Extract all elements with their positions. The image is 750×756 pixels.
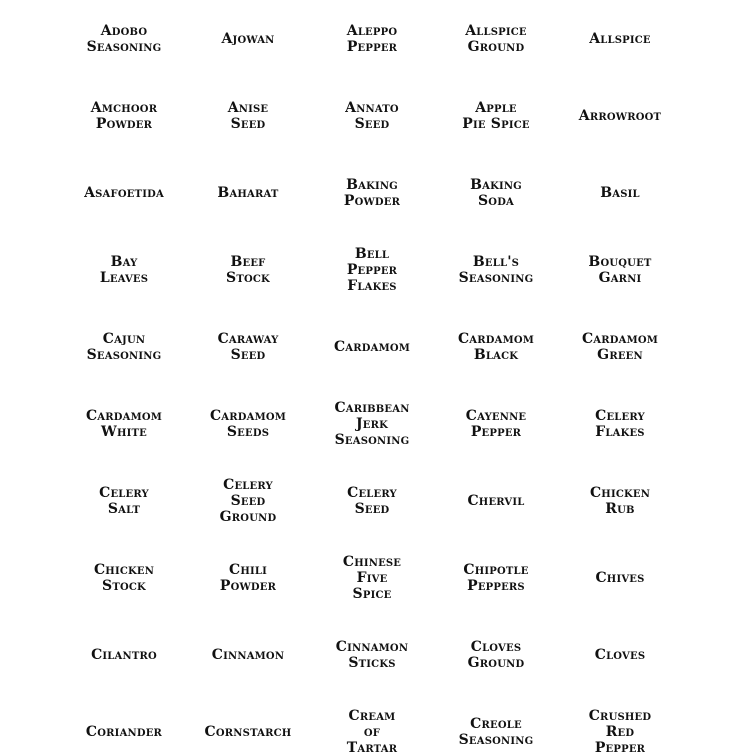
spice-label-text: Cornstarch <box>204 723 292 740</box>
spice-label <box>62 647 186 663</box>
spice-label-text: Cardamom <box>333 338 411 355</box>
spice-label-text: Chicken Rub <box>589 484 651 517</box>
spice-label <box>62 331 186 363</box>
spice-label <box>62 185 186 201</box>
spice-label <box>434 716 558 748</box>
spice-label-text: Allspice <box>589 30 651 47</box>
spice-label-text: Cinnamon Sticks <box>335 638 409 671</box>
spice-label <box>558 485 682 517</box>
spice-label <box>62 562 186 594</box>
spice-label <box>186 254 310 286</box>
spice-label <box>310 177 434 209</box>
spice-label-text: Chicken Stock <box>93 561 155 594</box>
spice-label-text: Baking Powder <box>343 176 401 209</box>
spice-label-text: Caraway Seed <box>217 330 279 363</box>
spice-label <box>62 100 186 132</box>
spice-label <box>310 100 434 132</box>
spice-label-text: Cardamom Black <box>457 330 535 363</box>
spice-label-text: Celery Seed <box>347 484 397 517</box>
spice-label-text: Crushed Red Pepper <box>588 707 652 756</box>
spice-label-text: Cardamom Green <box>581 330 659 363</box>
spice-label-text: Celery Seed Ground <box>219 476 277 525</box>
spice-label <box>434 177 558 209</box>
spice-label-text: Cajun Seasoning <box>86 330 162 363</box>
spice-label <box>186 31 310 47</box>
spice-label-text: Chervil <box>467 492 525 509</box>
spice-label <box>558 31 682 47</box>
spice-label <box>434 562 558 594</box>
spice-label <box>310 485 434 517</box>
spice-label <box>558 108 682 124</box>
spice-label-text: Beef Stock <box>226 253 270 286</box>
spice-label <box>62 724 186 740</box>
spice-label-text: Bell's Seasoning <box>458 253 534 286</box>
spice-label-text: Cloves Ground <box>467 638 525 671</box>
spice-label-text: Cardamom Seeds <box>209 407 287 440</box>
spice-label-text: Asafoetida <box>84 184 164 201</box>
spice-label <box>310 554 434 602</box>
spice-label <box>186 562 310 594</box>
spice-label <box>186 647 310 663</box>
spice-label-text: Adobo Seasoning <box>86 22 162 55</box>
spice-label-text: Cardamom White <box>85 407 163 440</box>
spice-label <box>186 477 310 525</box>
spice-label <box>558 647 682 663</box>
spice-label-text: Arrowroot <box>578 107 662 124</box>
spice-label-text: Annato Seed <box>345 99 399 132</box>
spice-label <box>558 254 682 286</box>
spice-label-text: Cayenne Pepper <box>465 407 527 440</box>
spice-label-text: Celery Flakes <box>595 407 645 440</box>
spice-label <box>186 331 310 363</box>
spice-label <box>310 339 434 355</box>
spice-label <box>186 185 310 201</box>
spice-label-text: Caribbean Jerk Seasoning <box>334 399 410 448</box>
spice-label <box>558 708 682 756</box>
spice-label <box>558 331 682 363</box>
spice-label <box>62 408 186 440</box>
spice-label-text: Bell Pepper Flakes <box>346 245 398 294</box>
spice-label <box>434 493 558 509</box>
spice-label <box>434 639 558 671</box>
spice-label-text: Basil <box>600 184 640 201</box>
spice-label <box>558 570 682 586</box>
spice-label-text: Baharat <box>217 184 279 201</box>
spice-label <box>434 331 558 363</box>
spice-label-text: Anise Seed <box>227 99 269 132</box>
spice-label-text: Bay Leaves <box>99 253 149 286</box>
spice-label <box>310 639 434 671</box>
spice-label <box>434 254 558 286</box>
spice-label <box>186 724 310 740</box>
spice-label-text: Cilantro <box>91 646 157 663</box>
spice-label-text: Chili Powder <box>219 561 277 594</box>
spice-label <box>310 246 434 294</box>
spice-label <box>310 23 434 55</box>
spice-label <box>186 100 310 132</box>
spice-label-text: Creole Seasoning <box>458 715 534 748</box>
spice-label-text: Amchoor Powder <box>90 99 158 132</box>
spice-label <box>62 254 186 286</box>
spice-label-text: Cloves <box>594 646 646 663</box>
spice-label-text: Cream of Tartar <box>346 707 398 756</box>
spice-label-text: Chives <box>595 569 645 586</box>
spice-label-text: Bouquet Garni <box>588 253 652 286</box>
spice-label-text: Celery Salt <box>99 484 149 517</box>
spice-label <box>62 485 186 517</box>
spice-label <box>434 408 558 440</box>
spice-label-text: Apple Pie Spice <box>462 99 530 132</box>
spice-label-text: Coriander <box>85 723 163 740</box>
spice-label-text: Chinese Five Spice <box>342 553 402 602</box>
spice-label-text: Cinnamon <box>211 646 285 663</box>
spice-label <box>310 400 434 448</box>
spice-label-grid <box>62 0 682 756</box>
spice-label <box>434 23 558 55</box>
spice-label <box>434 100 558 132</box>
spice-label-text: Aleppo Pepper <box>346 22 398 55</box>
spice-label-text: Chipotle Peppers <box>463 561 529 594</box>
spice-label <box>310 708 434 756</box>
spice-label-text: Baking Soda <box>470 176 522 209</box>
spice-label <box>186 408 310 440</box>
spice-label <box>558 185 682 201</box>
spice-label <box>62 23 186 55</box>
spice-label-text: Allspice Ground <box>465 22 527 55</box>
spice-label <box>558 408 682 440</box>
spice-label-text: Ajowan <box>221 30 275 47</box>
